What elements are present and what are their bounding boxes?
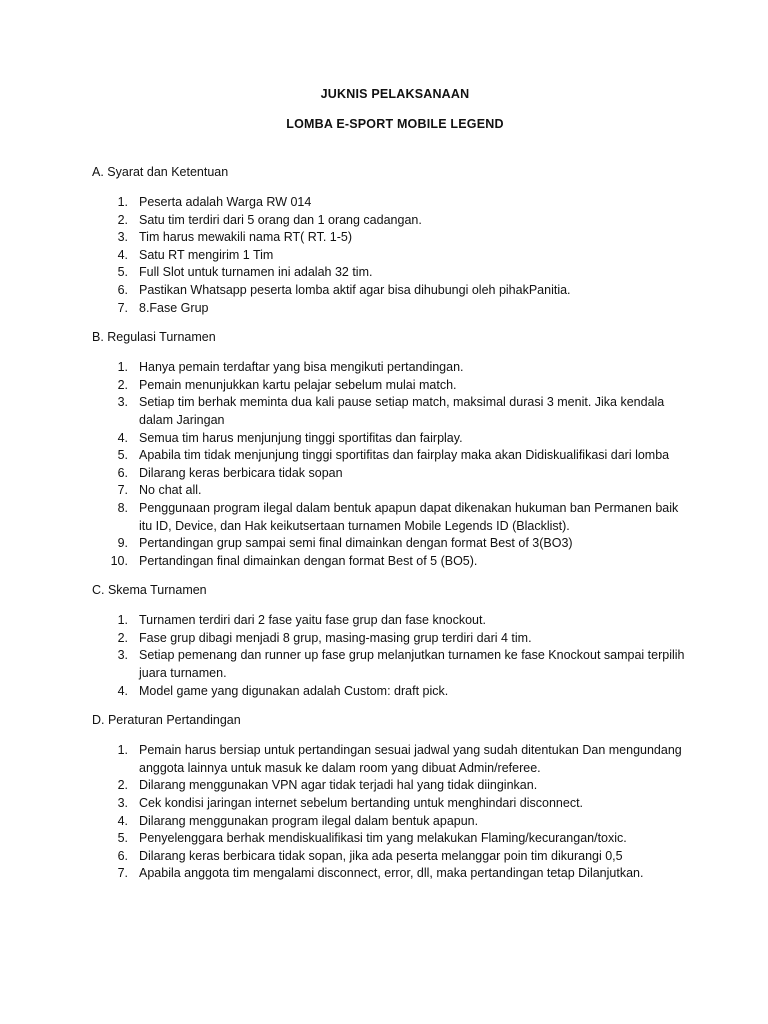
list-item [92, 742, 698, 777]
list-item [92, 212, 698, 230]
list-item [92, 647, 698, 682]
section-syarat-ketentuan [92, 164, 698, 317]
list-item-number: 3. [117, 230, 128, 245]
list-item-text: Pemain menunjukkan kartu pelajar sebelum mulai match. [139, 377, 457, 392]
list-item [92, 683, 698, 701]
list-item-number: 8. [117, 500, 128, 515]
list-item [92, 830, 698, 848]
list-item-number: 2. [117, 377, 128, 392]
list-item [92, 247, 698, 265]
list-item-text: Dilarang menggunakan VPN agar tidak terjadi hal yang tidak diinginkan. [139, 778, 538, 793]
list-item [92, 430, 698, 448]
list-item [92, 795, 698, 813]
list-item-text: Pemain harus bersiap untuk pertandingan sesuai jadwal yang sudah ditentukan Dan mengundang anggota lainnya untuk masuk ke dalam room yang dibuat Admin/referee. [139, 743, 682, 775]
list-item-number: 4. [117, 247, 128, 262]
list-item-text: Apabila tim tidak menjunjung tinggi sportifitas dan fairplay maka akan Didiskualifikasi dari lomba [139, 448, 670, 463]
numbered-list [92, 194, 698, 317]
numbered-list [92, 742, 698, 883]
list-item-text: No chat all. [139, 483, 202, 498]
list-item-text: Satu tim terdiri dari 5 orang dan 1 orang cadangan. [139, 212, 422, 227]
sections-container [92, 164, 698, 883]
list-item [92, 630, 698, 648]
list-item [92, 535, 698, 553]
list-item-number: 7. [117, 866, 128, 881]
list-item-text: Dilarang keras berbicara tidak sopan [139, 465, 343, 480]
list-item-number: 6. [117, 848, 128, 863]
list-item-text: Apabila anggota tim mengalami disconnect, error, dll, maka pertandingan tetap Dilanjutkan. [139, 866, 644, 881]
document-subtitle: LOMBA E-SPORT MOBILE LEGEND [286, 117, 504, 131]
list-item-text: Full Slot untuk turnamen ini adalah 32 tim. [139, 265, 373, 280]
list-item-text: Dilarang keras berbicara tidak sopan, jika ada peserta melanggar poin tim dikurangi 0,5 [139, 848, 623, 863]
list-item-number: 5. [117, 831, 128, 846]
list-item-number: 6. [117, 282, 128, 297]
list-item-number: 1. [117, 613, 128, 628]
list-item-number: 10. [110, 553, 128, 568]
list-item [92, 777, 698, 795]
list-item-text: Fase grup dibagi menjadi 8 grup, masing-masing grup terdiri dari 4 tim. [139, 630, 532, 645]
list-item-text: Turnamen terdiri dari 2 fase yaitu fase grup dan fase knockout. [139, 613, 486, 628]
section-regulasi-turnamen [92, 329, 698, 570]
list-item [92, 500, 698, 535]
list-item-number: 1. [117, 195, 128, 209]
list-item-number: 1. [117, 743, 128, 758]
list-item [92, 282, 698, 300]
list-item-text: Hanya pemain terdaftar yang bisa mengikuti pertandingan. [139, 360, 464, 375]
list-item-number: 6. [117, 465, 128, 480]
list-item [92, 447, 698, 465]
list-item-number: 3. [117, 796, 128, 811]
list-item [92, 229, 698, 247]
list-item [92, 848, 698, 866]
list-item [92, 394, 698, 429]
section-heading: C. Skema Turnamen [92, 583, 207, 598]
list-item-number: 5. [117, 448, 128, 463]
list-item-text: Tim harus mewakili nama RT( RT. 1-5) [139, 230, 353, 245]
list-item-number: 5. [117, 265, 128, 280]
document-title: JUKNIS PELAKSANAAN [320, 87, 470, 101]
list-item-number: 3. [117, 648, 128, 663]
list-item-number: 7. [117, 483, 128, 498]
list-item [92, 482, 698, 500]
list-item [92, 813, 698, 831]
list-item-number: 9. [117, 536, 128, 551]
list-item-text: Setiap pemenang dan runner up fase grup melanjutkan turnamen ke fase Knockout sampai terpilih juara turnamen. [139, 648, 685, 681]
list-item-text: Cek kondisi jaringan internet sebelum bertanding untuk menghindari disconnect. [139, 796, 584, 811]
list-item-number: 4. [117, 683, 128, 698]
list-item [92, 359, 698, 377]
list-item-text: Penggunaan program ilegal dalam bentuk apapun dapat dikenakan hukuman ban Permanen baik itu ID, Device, dan Hak keikutsertaan turnamen Mobile Legends ID (Blacklist). [139, 500, 679, 533]
section-heading: B. Regulasi Turnamen [92, 330, 216, 345]
list-item [92, 553, 698, 571]
list-item-text: Dilarang menggunakan program ilegal dalam bentuk apapun. [139, 813, 479, 828]
list-item-text: Penyelenggara berhak mendiskualifikasi tim yang melakukan Flaming/kecurangan/toxic. [139, 831, 627, 846]
list-item [92, 465, 698, 483]
list-item-number: 2. [117, 778, 128, 793]
numbered-list [92, 612, 698, 700]
section-skema-turnamen [92, 582, 698, 700]
list-item-text: Model game yang digunakan adalah Custom: draft pick. [139, 683, 449, 698]
list-item-text: 8.Fase Grup [139, 300, 209, 315]
list-item-text: Setiap tim berhak meminta dua kali pause setiap match, maksimal durasi 3 menit. Jika kendala dalam Jaringan [139, 395, 665, 427]
list-item-text: Satu RT mengirim 1 Tim [139, 247, 274, 262]
list-item-text: Pastikan Whatsapp peserta lomba aktif agar bisa dihubungi oleh pihakPanitia. [139, 282, 571, 297]
section-heading: D. Peraturan Pertandingan [92, 713, 241, 728]
list-item [92, 194, 698, 212]
list-item [92, 377, 698, 395]
list-item-number: 3. [117, 395, 128, 410]
numbered-list [92, 359, 698, 570]
list-item-number: 7. [117, 300, 128, 315]
list-item [92, 264, 698, 282]
section-peraturan-pertandingan [92, 712, 698, 883]
list-item-text: Pertandingan final dimainkan dengan format Best of 5 (BO5). [139, 553, 478, 568]
list-item-text: Peserta adalah Warga RW 014 [139, 195, 312, 209]
list-item-number: 4. [117, 813, 128, 828]
list-item-text: Semua tim harus menjunjung tinggi sportifitas dan fairplay. [139, 430, 463, 445]
list-item-number: 2. [117, 630, 128, 645]
list-item-number: 4. [117, 430, 128, 445]
section-heading: A. Syarat dan Ketentuan [92, 165, 229, 179]
list-item [92, 300, 698, 318]
list-item-text: Pertandingan grup sampai semi final dimainkan dengan format Best of 3(BO3) [139, 536, 573, 551]
list-item [92, 865, 698, 883]
list-item-number: 2. [117, 212, 128, 227]
list-item [92, 612, 698, 630]
list-item-number: 1. [117, 360, 128, 375]
